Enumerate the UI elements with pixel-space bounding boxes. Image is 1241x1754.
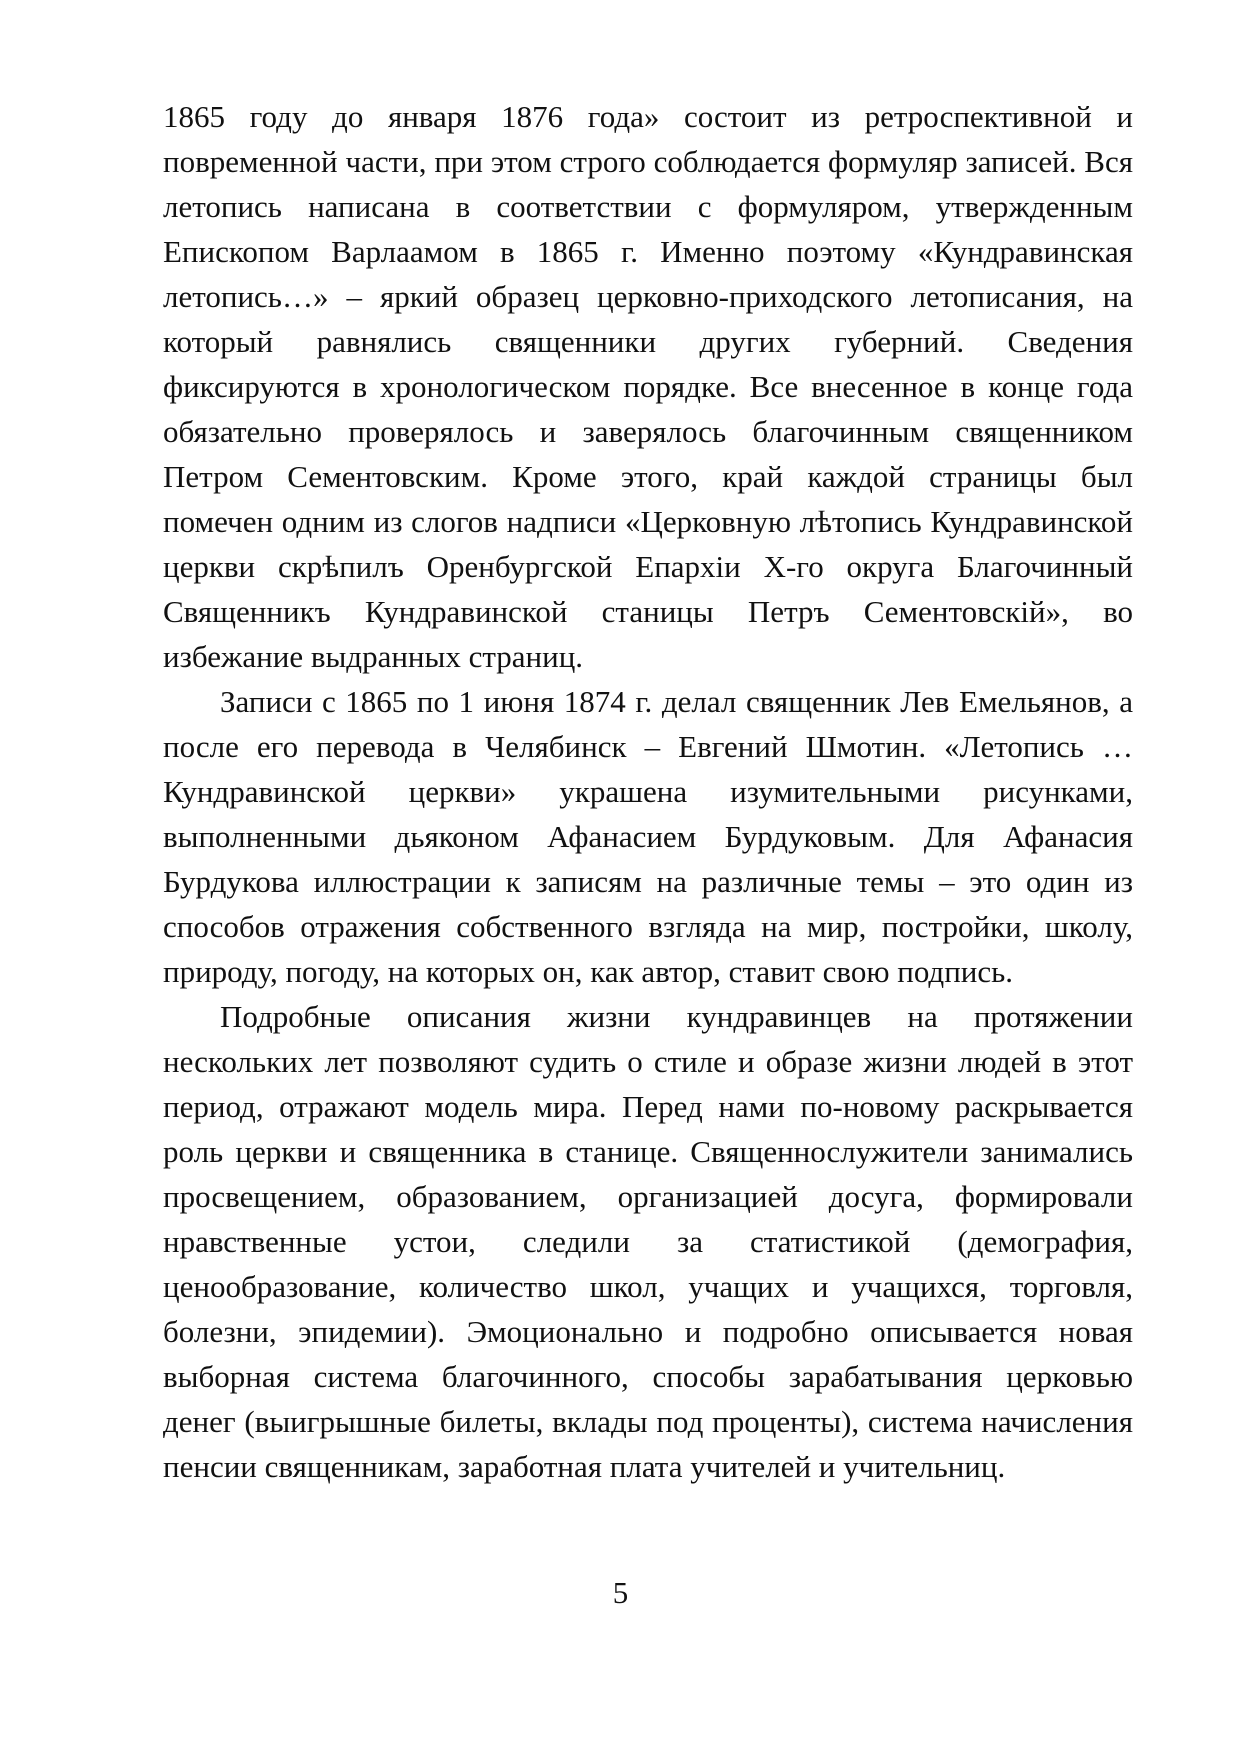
page-number: 5 <box>612 1575 629 1610</box>
paragraph-continuation: 1865 году до января 1876 года» состоит из ретроспективной и повременной части, при этом строго соблюдается формуляр записей. Вся летопись написана в соответствии с формуляром, утвержденным Епископом Варлаамом в 1865 г. Именно поэтому «Кундравинская летопись…» – яркий образец церковно-приходского летописания, на который равнялись священники других губерний. Сведения фиксируются в хронологическом порядке. Все внесенное в конце года обязательно проверялось и заверялось благочинным священником Петром Сементовским. Кроме этого, край каждой страницы был помечен одним из слогов надписи «Церковную лѣтопись Кундравинской церкви скрѣпилъ Оренбургской Епархіи X-го округа Благочинный Священникъ Кундравинской станицы Петръ Сементовскій», во избежание выдранных страниц. <box>163 99 1133 674</box>
body-text <box>163 94 1133 1489</box>
paragraph-records: Записи с 1865 по 1 июня 1874 г. делал священник Лев Емельянов, а после его перевода в Челябинск – Евгений Шмотин. «Летопись …Кундравинской церкви» украшена изумительными рисунками, выполненными дьяконом Афанасием Бурдуковым. Для Афанасия Бурдукова иллюстрации к записям на различные темы – это один из способов отражения собственного взгляда на мир, постройки, школу, природу, погоду, на которых он, как автор, ставит свою подпись. <box>163 684 1133 989</box>
paragraph-descriptions: Подробные описания жизни кундравинцев на протяжении нескольких лет позволяют судить о стиле и образе жизни людей в этот период, отражают модель мира. Перед нами по-новому раскрывается роль церкви и священника в станице. Священнослужители занимались просвещением, образованием, организацией досуга, формировали нравственные устои, следили за статистикой (демография, ценообразование, количество школ, учащих и учащихся, торговля, болезни, эпидемии). Эмоционально и подробно описывается новая выборная система благочинного, способы зарабатывания церковью денег (выигрышные билеты, вклады под проценты), система начисления пенсии священникам, заработная плата учителей и учительниц. <box>163 999 1133 1484</box>
